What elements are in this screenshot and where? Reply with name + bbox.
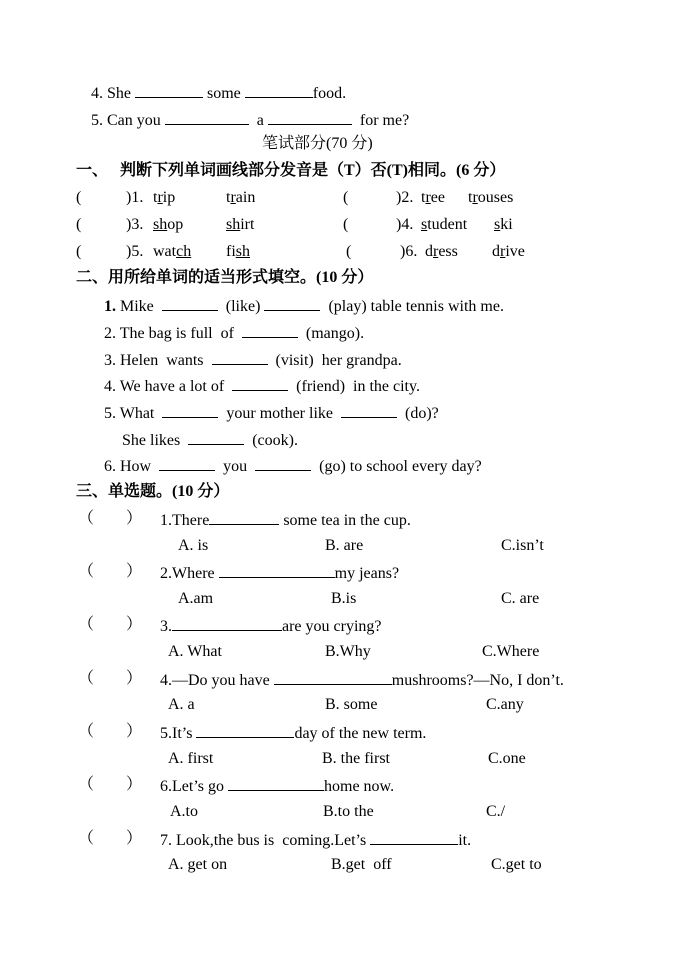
answer-blank[interactable]	[135, 82, 203, 98]
word: drive	[492, 243, 525, 260]
answer-blank[interactable]	[245, 82, 313, 98]
option-b[interactable]: B. the first	[322, 750, 390, 767]
word: trouses	[468, 189, 514, 206]
answer-paren[interactable]: (	[343, 189, 349, 206]
answer-blank[interactable]	[370, 829, 458, 845]
option-b[interactable]: B.get off	[331, 856, 392, 873]
answer-paren[interactable]: (	[76, 189, 82, 206]
option-b[interactable]: B. some	[325, 696, 378, 713]
answer-blank[interactable]	[268, 109, 352, 125]
fill-question-5-b: She likes (cook).	[122, 429, 298, 451]
answer-paren[interactable]: (	[343, 216, 349, 233]
option-c[interactable]: C.get to	[491, 856, 542, 873]
answer-paren[interactable]: (	[346, 243, 352, 260]
answer-blank[interactable]	[162, 295, 218, 311]
option-a[interactable]: A. first	[168, 750, 214, 767]
option-a[interactable]: A. a	[168, 696, 195, 713]
section-1-title: 一、 判断下列单词画线部分发音是（T）否(T)相同。(6 分）	[76, 162, 506, 179]
option-c[interactable]: C.Where	[482, 643, 540, 660]
answer-paren[interactable]: (	[76, 243, 82, 260]
fill-question-4: 4. We have a lot of (friend) in the city.	[104, 375, 420, 397]
written-section-title: 笔试部分(70 分)	[262, 135, 373, 152]
oral-question-4: 4. She some food.	[91, 82, 346, 104]
word: shop	[153, 216, 184, 233]
answer-blank[interactable]	[162, 402, 218, 418]
option-c[interactable]: C.any	[486, 696, 524, 713]
answer-blank[interactable]	[264, 295, 320, 311]
answer-blank[interactable]	[159, 455, 215, 471]
section-3-title: 三、单选题。(10 分）	[76, 483, 230, 500]
word: ski	[494, 216, 513, 233]
answer-paren[interactable]: (	[76, 216, 82, 233]
answer-blank[interactable]	[228, 775, 324, 791]
answer-blank[interactable]	[274, 669, 392, 685]
answer-blank[interactable]	[172, 615, 282, 631]
word: shirt	[226, 216, 255, 233]
oral-question-5: 5. Can you a for me?	[91, 109, 409, 131]
answer-blank[interactable]	[212, 349, 268, 365]
answer-blank[interactable]	[341, 402, 397, 418]
answer-paren[interactable]: （ ）	[78, 670, 143, 687]
word: student	[421, 216, 468, 233]
answer-paren[interactable]: （ ）	[78, 723, 143, 740]
word: watch	[153, 243, 192, 260]
option-a[interactable]: A.am	[178, 590, 214, 607]
option-a[interactable]: A. is	[178, 537, 209, 554]
fill-question-6: 6. How you (go) to school every day?	[104, 455, 482, 477]
option-b[interactable]: B.is	[331, 590, 357, 607]
answer-paren[interactable]: （ ）	[78, 616, 143, 633]
option-c[interactable]: C.one	[488, 750, 526, 767]
fill-question-1: 1. Mike (like) (play) table tennis with me.	[104, 295, 504, 317]
answer-blank[interactable]	[255, 455, 311, 471]
answer-blank[interactable]	[165, 109, 249, 125]
option-a[interactable]: A. get on	[168, 856, 228, 873]
fill-question-2: 2. The bag is full of (mango).	[104, 322, 364, 344]
answer-paren[interactable]: （ ）	[78, 776, 143, 793]
option-c[interactable]: C./	[486, 803, 506, 820]
answer-blank[interactable]	[188, 429, 244, 445]
word: tree	[421, 189, 445, 206]
option-a[interactable]: A. What	[168, 643, 222, 660]
option-b[interactable]: B.Why	[325, 643, 371, 660]
option-c[interactable]: C.isn’t	[501, 537, 544, 554]
option-c[interactable]: C. are	[501, 590, 540, 607]
answer-blank[interactable]	[242, 322, 298, 338]
word: dress	[425, 243, 458, 260]
option-b[interactable]: B. are	[325, 537, 364, 554]
word: fish	[226, 243, 251, 260]
option-b[interactable]: B.to the	[323, 803, 374, 820]
answer-blank[interactable]	[209, 509, 279, 525]
word: trip	[153, 189, 176, 206]
answer-paren[interactable]: （ ）	[78, 510, 143, 527]
fill-question-5: 5. What your mother like (do)?	[104, 402, 439, 424]
answer-blank[interactable]	[219, 562, 335, 578]
answer-blank[interactable]	[232, 375, 288, 391]
answer-paren[interactable]: （ ）	[78, 563, 143, 580]
answer-paren[interactable]: （ ）	[78, 830, 143, 847]
word: train	[226, 189, 256, 206]
fill-question-3: 3. Helen wants (visit) her grandpa.	[104, 349, 402, 371]
answer-blank[interactable]	[196, 722, 294, 738]
option-a[interactable]: A.to	[170, 803, 198, 820]
section-2-title: 二、用所给单词的适当形式填空。(10 分）	[76, 269, 374, 286]
